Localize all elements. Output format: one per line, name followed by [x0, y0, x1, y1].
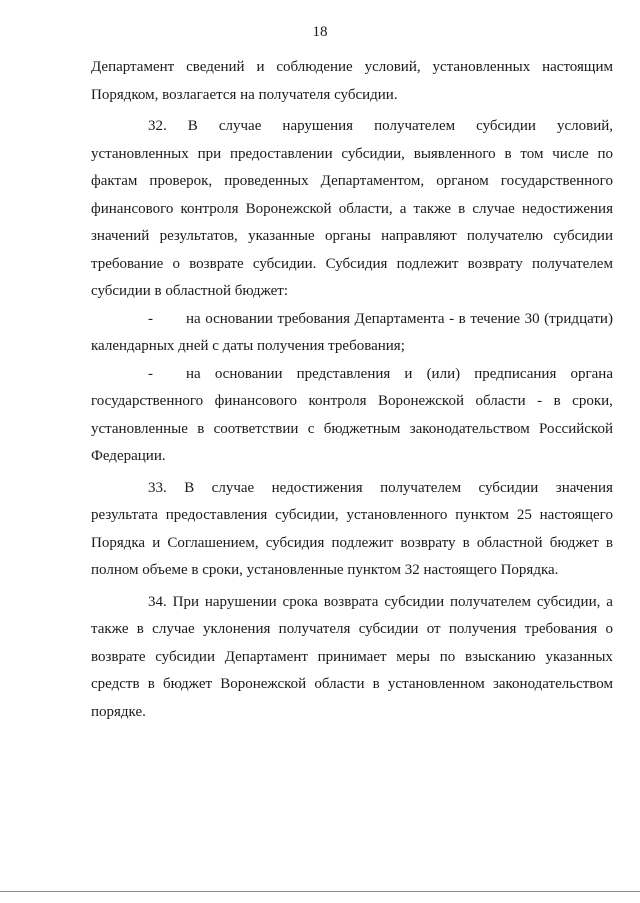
text-line	[91, 196, 613, 224]
text-line	[91, 141, 613, 169]
word: срока	[282, 593, 318, 610]
word: сведений	[186, 59, 245, 75]
word: законодательством	[492, 676, 613, 692]
word: в	[458, 200, 466, 217]
word: Порядка	[91, 534, 146, 551]
word: а	[606, 593, 613, 610]
word: проведенных	[224, 173, 309, 189]
word: в	[136, 621, 144, 637]
text-line	[91, 530, 613, 558]
word: субсидии	[384, 593, 445, 610]
word: в	[197, 420, 205, 437]
word: Департамент	[224, 648, 308, 665]
text-line: Федерации.	[91, 448, 166, 464]
word: представления	[296, 365, 391, 382]
word: возврата	[323, 593, 379, 610]
paragraph-34	[91, 589, 613, 617]
word: Соглашением,	[167, 534, 259, 551]
text-line	[91, 388, 613, 416]
word: требование	[91, 255, 164, 272]
word: области,	[338, 200, 393, 217]
text-line	[186, 306, 613, 334]
word: возврате	[91, 648, 146, 665]
word: на	[186, 310, 201, 327]
word: средств	[91, 676, 140, 692]
word: возврату	[467, 255, 523, 272]
word: контроля	[180, 200, 239, 217]
word: выявленного	[413, 145, 496, 162]
text-line: порядке.	[91, 703, 146, 720]
word: -	[537, 393, 543, 409]
word: указанные	[248, 228, 315, 244]
word: области	[314, 676, 365, 692]
word: также	[91, 621, 129, 637]
text-line	[91, 502, 613, 530]
word: настоящего	[539, 507, 613, 523]
word: субсидии,	[536, 593, 601, 610]
word: установленные	[91, 420, 188, 437]
word: указанных	[545, 648, 613, 665]
word: также	[413, 200, 452, 217]
word: результата	[91, 507, 158, 523]
word: и	[256, 59, 265, 75]
word: Российской	[539, 420, 613, 437]
word: от	[426, 621, 441, 637]
word: Воронежской	[220, 676, 307, 692]
text-line	[91, 251, 613, 279]
word: бюджет	[162, 676, 213, 692]
word: 25	[516, 507, 532, 523]
word: пунктом	[455, 507, 509, 523]
word: в	[462, 534, 470, 551]
word: а	[399, 200, 407, 217]
list-item	[91, 361, 613, 389]
word: финансового	[91, 200, 174, 217]
word: направляют	[381, 228, 457, 244]
word: Воронежской	[377, 393, 464, 409]
word: субсидия	[265, 534, 325, 551]
word: результатов,	[159, 228, 238, 244]
text-line	[91, 223, 613, 251]
word: государственного	[91, 393, 204, 409]
word: получателем	[380, 479, 462, 496]
word: Воронежской	[245, 200, 332, 217]
word: субсидии	[476, 118, 536, 134]
word: числе	[552, 145, 589, 162]
word: уклонения	[202, 621, 271, 637]
text-line	[91, 416, 613, 444]
word: по	[439, 648, 456, 665]
word: при	[197, 145, 222, 162]
word: органы	[324, 228, 371, 244]
word: и	[404, 365, 413, 382]
word: предоставления	[165, 507, 268, 523]
page-bottom-rule	[0, 891, 640, 892]
word: В	[184, 479, 195, 496]
word: том	[520, 145, 544, 162]
word: Субсидия	[325, 255, 388, 272]
word: получателю	[466, 228, 543, 244]
list-dash: -	[148, 365, 153, 382]
word: нарушения	[282, 118, 354, 134]
word: установленных	[91, 145, 189, 162]
word: требования	[524, 621, 598, 637]
word: основании	[205, 310, 273, 327]
word: меры	[396, 648, 430, 665]
text-line: субсидии в областной бюджет:	[91, 283, 289, 299]
word: принимает	[317, 648, 387, 665]
word: финансового	[214, 393, 298, 409]
word: о	[172, 255, 180, 272]
word: субсидии	[358, 621, 419, 637]
list-dash: -	[148, 310, 153, 327]
word: соблюдение	[276, 59, 353, 75]
word: в	[553, 393, 561, 409]
paragraph-33	[91, 475, 613, 503]
word: субсидии,	[341, 145, 405, 162]
word: возврату	[400, 534, 456, 551]
word: органом	[436, 173, 489, 189]
word: о	[605, 621, 613, 637]
word: случае	[218, 118, 262, 134]
word: случае	[211, 479, 255, 496]
paragraph-32	[91, 113, 613, 141]
text-line	[91, 168, 613, 196]
word: условий,	[556, 118, 613, 134]
word: в	[372, 676, 380, 692]
word: субсидии,	[275, 507, 339, 523]
word: области	[475, 393, 526, 409]
text-line	[91, 671, 613, 699]
word: в	[147, 676, 155, 692]
word: получателя	[278, 621, 351, 637]
word: -	[449, 310, 455, 327]
word: недостижения	[271, 479, 363, 496]
word: нарушении	[204, 593, 277, 610]
word: основании	[214, 365, 283, 382]
word: (тридцати)	[544, 310, 613, 327]
word: установленном	[387, 676, 485, 692]
word: контроля	[308, 393, 367, 409]
word: получателем	[531, 255, 613, 272]
word: по	[597, 145, 613, 162]
word: установленного	[346, 507, 448, 523]
text-line: календарных дней с даты получения требования;	[91, 338, 405, 354]
word: соответствии	[213, 420, 299, 437]
word: Департамента	[354, 310, 445, 327]
word: фактам	[91, 173, 138, 189]
word: государственного	[500, 173, 613, 189]
word: предоставлении	[229, 145, 333, 162]
word: Департаментом,	[320, 173, 425, 189]
word: субсидии	[478, 479, 539, 496]
word: случае	[472, 200, 515, 217]
document-body	[91, 54, 613, 726]
word: органа	[570, 365, 613, 382]
word: проверок,	[149, 173, 213, 189]
text-line	[186, 361, 613, 389]
word: бюджетным	[323, 420, 401, 437]
word: в	[504, 145, 512, 162]
word: бюджет	[549, 534, 599, 551]
word: в	[605, 534, 613, 551]
word: предписания	[474, 365, 557, 382]
word: недостижения	[521, 200, 613, 217]
word: 34.	[148, 593, 167, 610]
word: В	[187, 118, 198, 134]
list-item	[91, 306, 613, 334]
word: значений	[91, 228, 150, 244]
word: (или)	[426, 365, 461, 382]
word: случае	[152, 621, 195, 637]
word: получения	[448, 621, 517, 637]
word: областной	[476, 534, 543, 551]
word: и	[152, 534, 161, 551]
word: получателем	[449, 593, 531, 610]
word: течение	[470, 310, 521, 327]
word: 32.	[148, 118, 167, 134]
word: условий,	[364, 59, 421, 75]
word: 33.	[148, 479, 167, 496]
word: на	[186, 365, 201, 382]
word: субсидии	[553, 228, 613, 244]
word: с	[307, 420, 315, 437]
word: значения	[555, 479, 613, 496]
word: требования	[277, 310, 350, 327]
word: настоящим	[542, 59, 613, 75]
word: подлежит	[396, 255, 459, 272]
text-line: Порядком, возлагается на получателя субсидии.	[91, 86, 398, 103]
word: Департамент	[91, 59, 175, 75]
text-line	[91, 616, 613, 644]
text-line	[91, 644, 613, 672]
word: сроки,	[572, 393, 613, 409]
page-number: 18	[312, 24, 328, 40]
word: При	[172, 593, 199, 610]
text-line	[91, 54, 613, 82]
word: 30	[524, 310, 540, 327]
word: подлежит	[331, 534, 394, 551]
word: получателем	[374, 118, 456, 134]
word: в	[458, 310, 466, 327]
text-line: полном объеме в сроки, установленные пунктом 32 настоящего Порядка.	[91, 562, 559, 578]
word: установленных	[432, 59, 531, 75]
word: взысканию	[465, 648, 536, 665]
word: субсидии.	[252, 255, 317, 272]
word: субсидии	[155, 648, 215, 665]
word: возврате	[189, 255, 244, 272]
word: законодательством	[409, 420, 530, 437]
